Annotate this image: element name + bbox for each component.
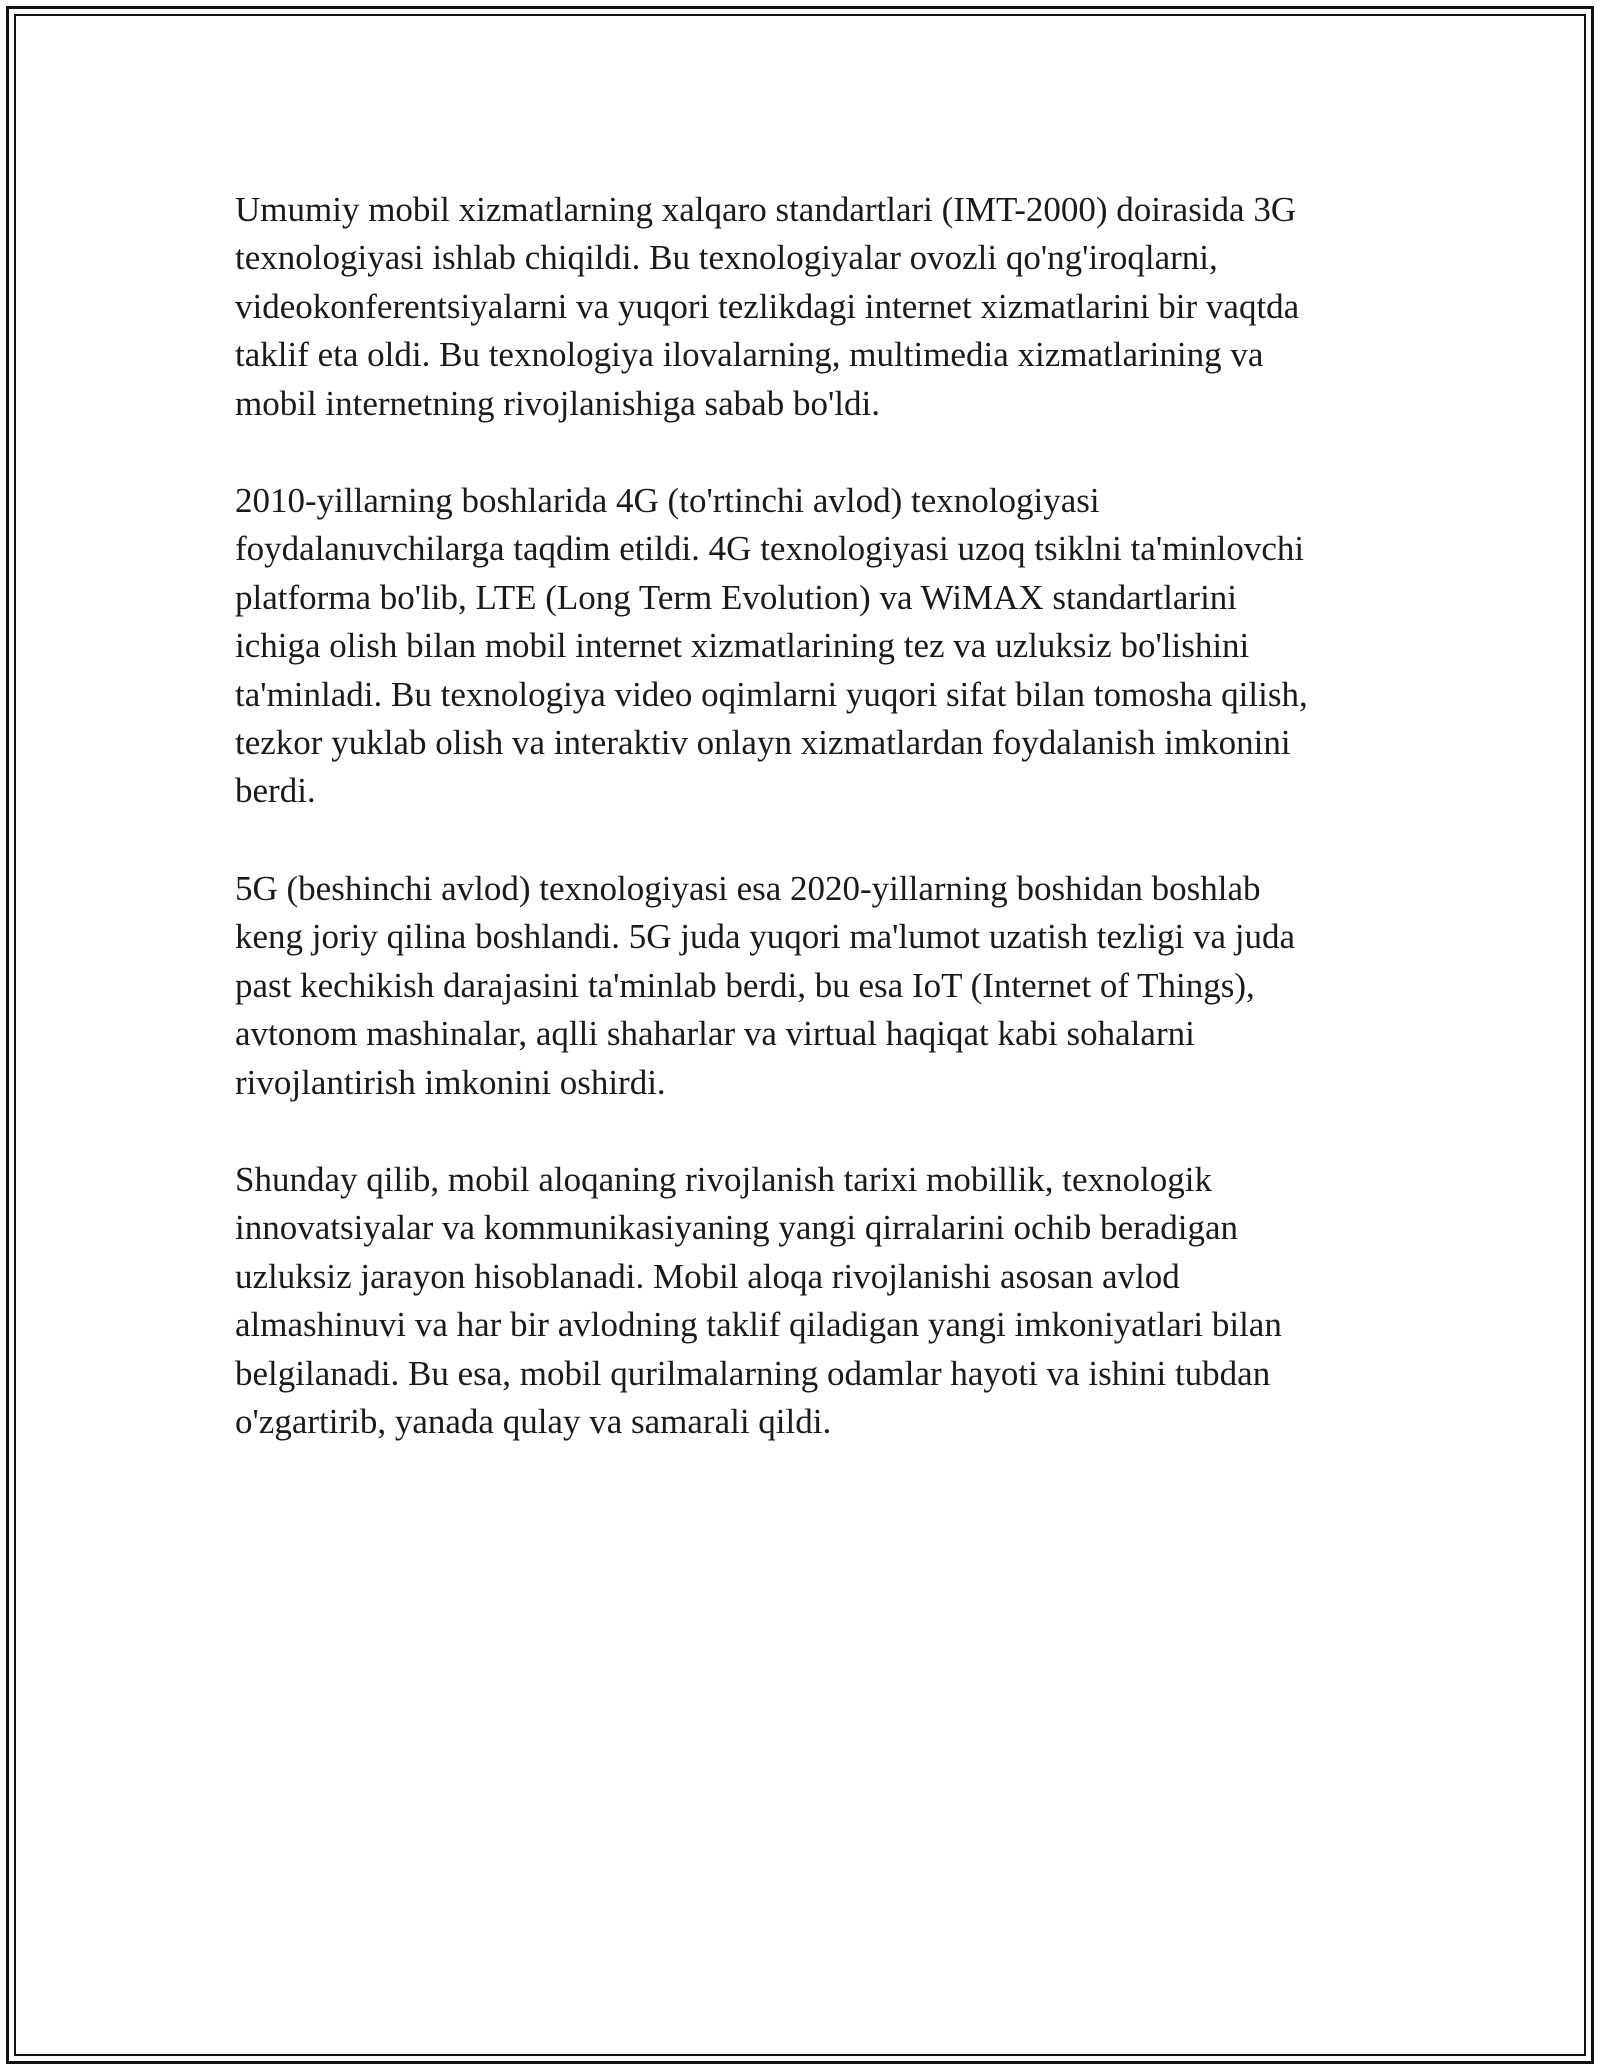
paragraph-4g: 2010-yillarning boshlarida 4G (to'rtinchi avlod) texnologiyasi foydalanuvchilarga taqdim etildi. 4G texnologiyasi uzoq tsiklni ta'minlovchi platforma bo'lib, LTE (Long Term Evolution) va WiMAX standartlarini ichiga olish bilan mobil internet xizmatlarining tez va uzluksiz bo'lishini ta'minladi. Bu texnologiya video oqimlarni yuqori sifat bilan tomosha qilish, tezkor yuklab olish va interaktiv onlayn xizmatlardan foydalanish imkonini berdi. [235,481,1308,811]
document-body [235,186,1375,1495]
paragraph-conclusion: Shunday qilib, mobil aloqaning rivojlanish tarixi mobillik, texnologik innovatsiyalar va kommunikasiyaning yangi qirralarini ochib beradigan uzluksiz jarayon hisoblanadi. Mobil aloqa rivojlanishi asosan avlod almashinuvi va har bir avlodning taklif qiladigan yangi imkoniyatlari bilan belgilanadi. Bu esa, mobil qurilmalarning odamlar hayoti va ishini tubdan o'zgartirib, yanada qulay va samarali qildi. [235,1159,1282,1441]
paragraph-3g: Umumiy mobil xizmatlarning xalqaro standartlari (IMT-2000) doirasida 3G texnologiyasi ishlab chiqildi. Bu texnologiyalar ovozli qo'ng'iroqlarni, videokonferentsiyalarni va yuqori tezlikdagi internet xizmatlarini bir vaqtda taklif eta oldi. Bu texnologiya ilovalarning, multimedia xizmatlarining va mobil internetning rivojlanishiga sabab bo'ldi. [235,190,1300,423]
paragraph-5g: 5G (beshinchi avlod) texnologiyasi esa 2020-yillarning boshidan boshlab keng joriy qilina boshlandi. 5G juda yuqori ma'lumot uzatish tezligi va juda past kechikish darajasini ta'minlab berdi, bu esa IoT (Internet of Things), avtonom mashinalar, aqlli shaharlar va virtual haqiqat kabi sohalarni rivojlantirish imkonini oshirdi. [235,868,1295,1102]
